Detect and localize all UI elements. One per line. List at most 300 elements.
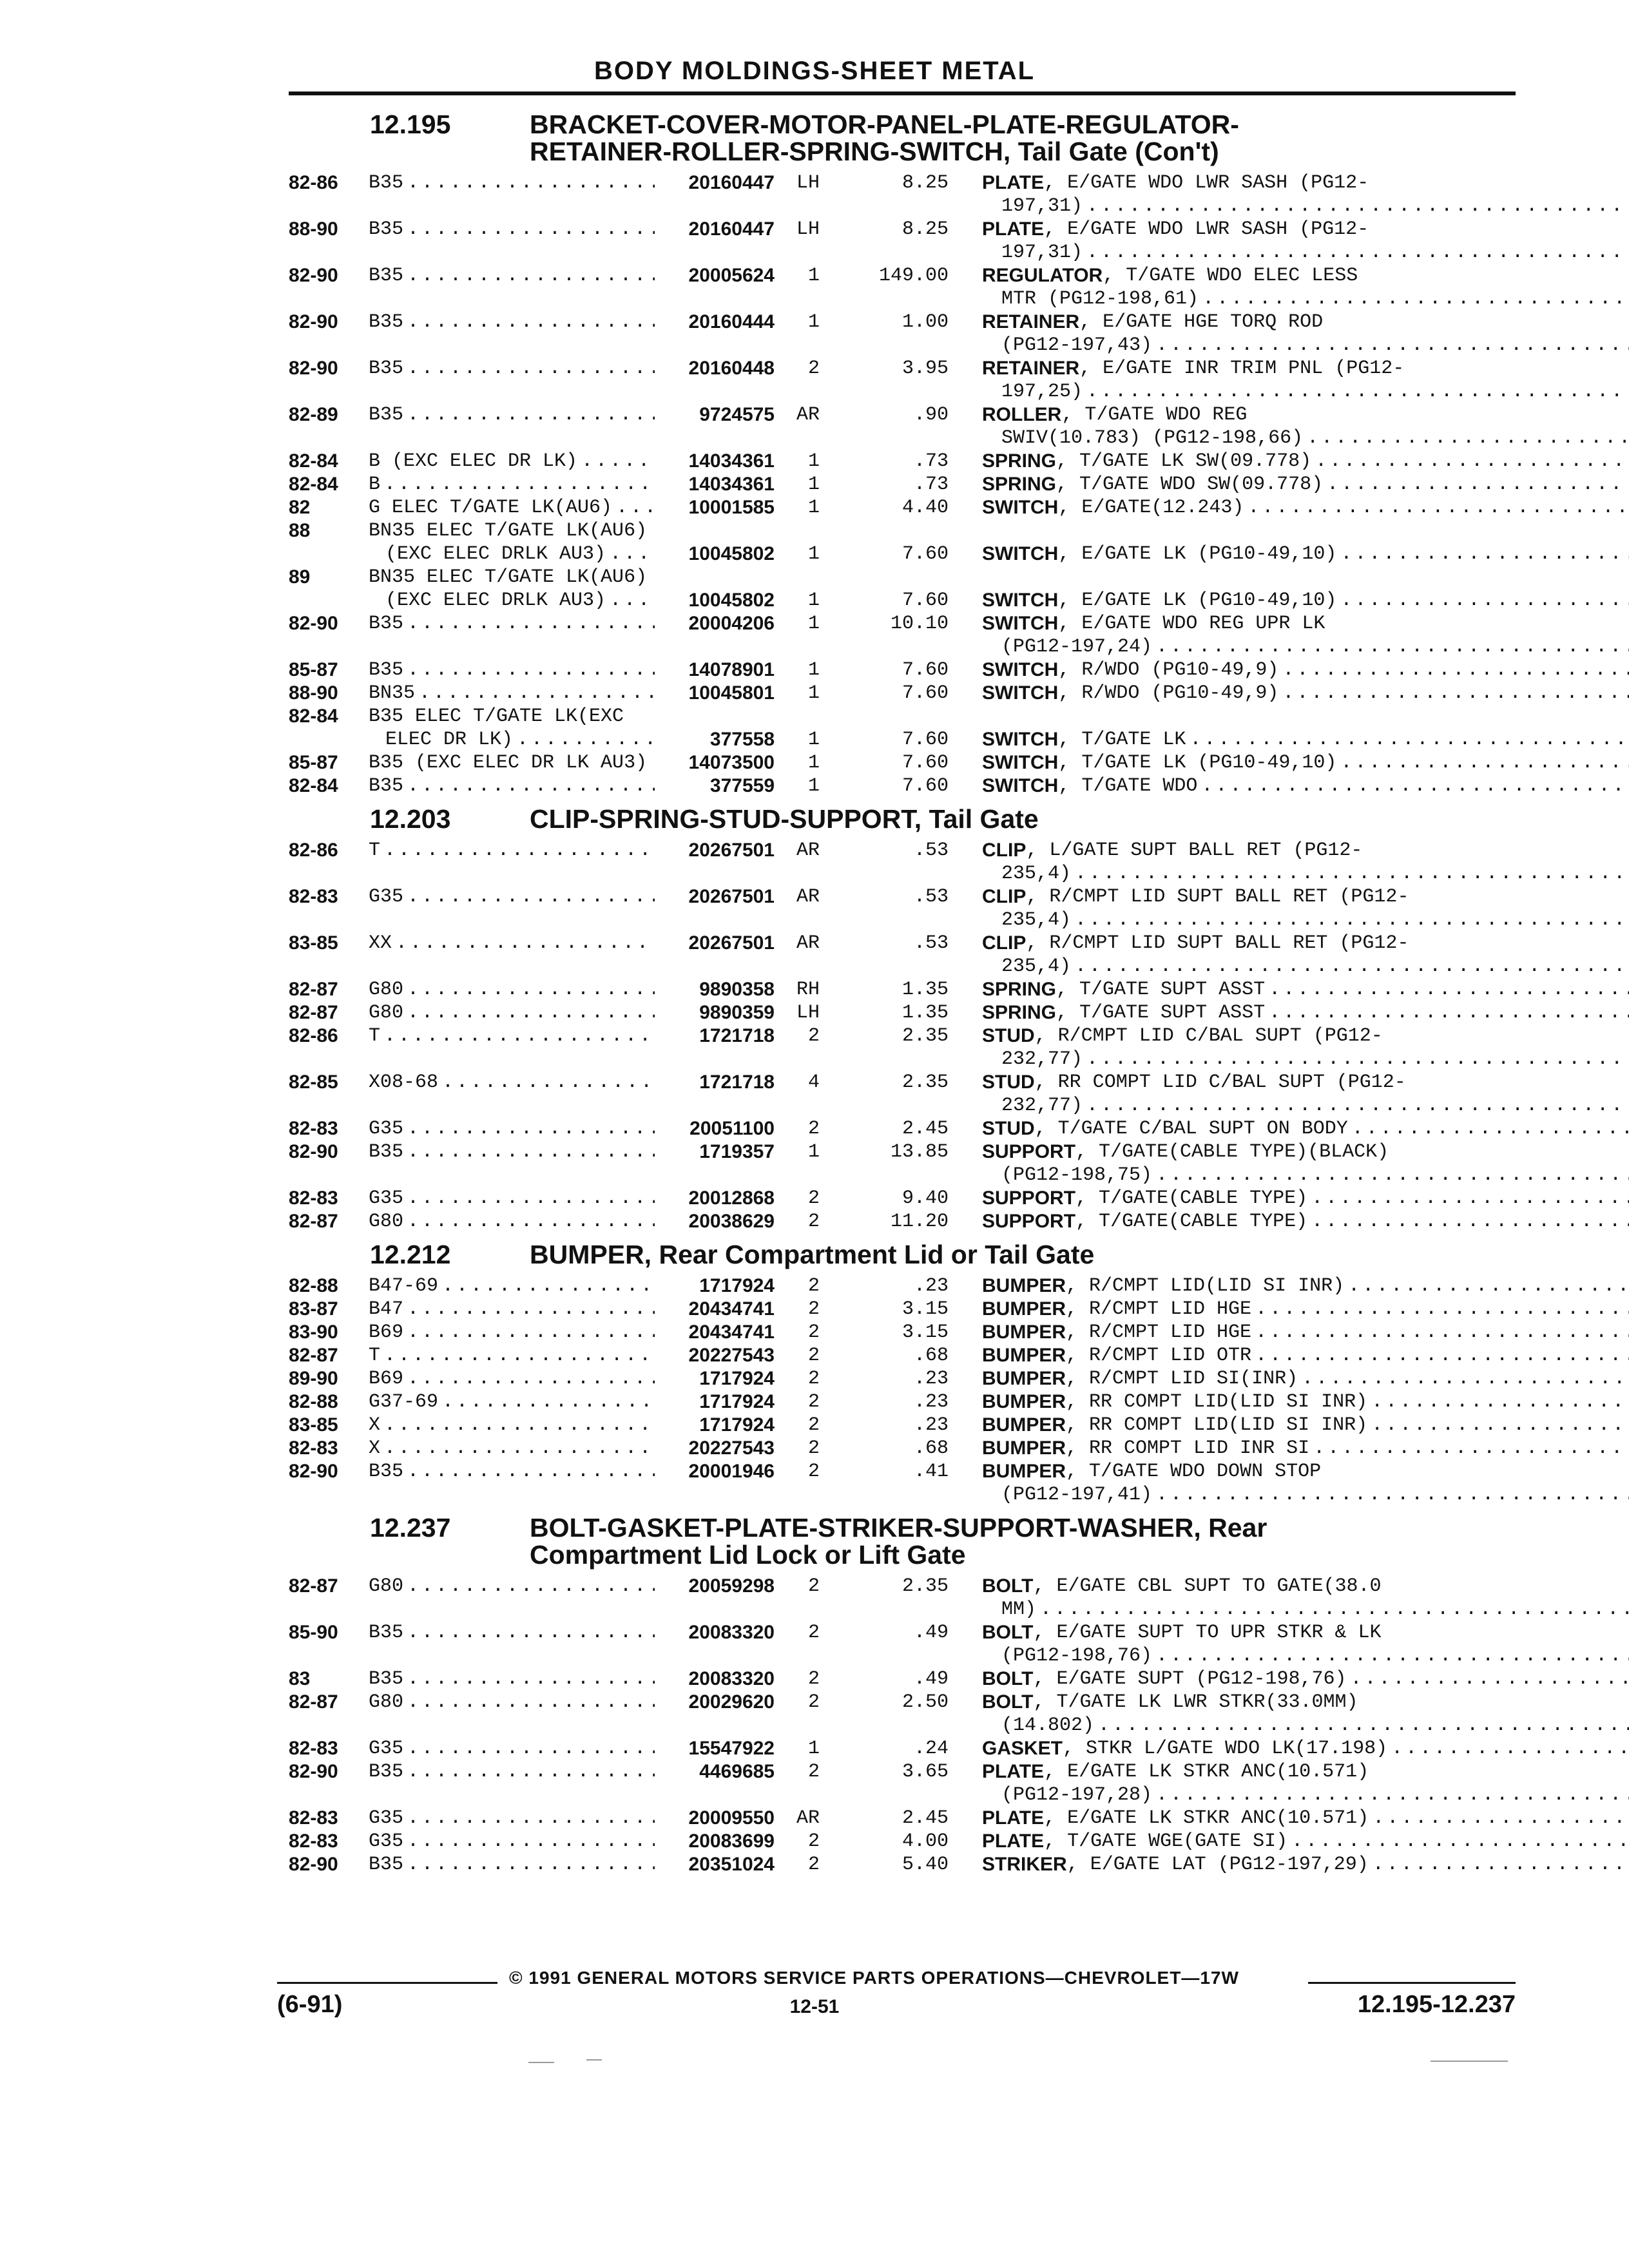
section-title-line: BRACKET-COVER-MOTOR-PANEL-PLATE-REGULATOR-	[530, 110, 1239, 139]
leader-dots	[1344, 1274, 1629, 1298]
quantity: 2	[807, 1461, 820, 1483]
leader-dots	[1347, 1667, 1629, 1691]
part-description	[949, 1117, 1629, 1140]
description-text: (PG12-197,28)	[1001, 1784, 1153, 1806]
quantity: 2	[807, 1275, 820, 1297]
model-line	[369, 1210, 655, 1233]
model-line	[369, 612, 655, 635]
model-text: G35	[369, 1187, 404, 1209]
description-line	[982, 218, 1629, 241]
part-description	[949, 1140, 1629, 1187]
description-text: , T/GATE WDO DOWN STOP	[1066, 1461, 1322, 1483]
part-number: 10045802	[688, 543, 775, 564]
leader-dots	[1244, 496, 1629, 519]
price: 2.50	[901, 1691, 949, 1713]
leader-dots	[513, 728, 655, 751]
part-row	[289, 1140, 1513, 1187]
description-text: (PG12-197,24)	[1001, 636, 1153, 658]
leader-dots	[1307, 1187, 1629, 1210]
model-application	[369, 1853, 655, 1876]
leader-dots	[403, 1853, 655, 1876]
description-text: , E/GATE SUPT (PG12-198,76)	[1033, 1668, 1347, 1690]
part-description	[949, 1367, 1629, 1390]
model-text: B35	[369, 1622, 404, 1644]
model-text: G37-69	[369, 1391, 439, 1413]
part-name: BUMPER	[982, 1391, 1066, 1412]
part-number: 1719357	[699, 1141, 775, 1162]
leader-dots	[438, 1274, 655, 1298]
quantity: 1	[807, 590, 820, 611]
model-text: G ELEC T/GATE LK(AU6)	[369, 497, 613, 519]
description-line	[982, 1414, 1629, 1437]
quantity: 1	[807, 474, 820, 495]
quantity: 2	[807, 1622, 820, 1644]
quantity: 2	[807, 1025, 820, 1047]
price: 7.60	[901, 682, 949, 704]
model-line	[369, 1760, 655, 1783]
part-name: PLATE	[982, 1807, 1045, 1829]
part-description	[949, 978, 1629, 1001]
model-application	[369, 1575, 655, 1598]
leader-dots	[438, 1390, 655, 1414]
leader-dots	[380, 1024, 655, 1048]
description-text: (PG12-198,75)	[1001, 1164, 1153, 1186]
part-description	[949, 1760, 1629, 1807]
leader-dots	[403, 357, 655, 380]
model-line	[369, 1437, 655, 1460]
description-line	[982, 885, 1629, 908]
description-line	[982, 955, 1629, 978]
description-line	[982, 380, 1629, 403]
part-description	[949, 1667, 1629, 1691]
quantity: LH	[796, 172, 820, 194]
description-text: , R/CMPT LID C/BAL SUPT (PG12-	[1034, 1025, 1383, 1047]
model-years: 82-90	[289, 311, 338, 332]
description-text: , T/GATE SUPT ASST	[1056, 1002, 1266, 1024]
description-line	[982, 195, 1629, 218]
model-application	[369, 519, 655, 566]
description-line	[982, 473, 1629, 496]
description-text: , T/GATE(CABLE TYPE)(BLACK)	[1075, 1141, 1389, 1163]
quantity: 1	[807, 311, 820, 333]
description-text: , T/GATE WDO ELEC LESS	[1103, 265, 1358, 287]
price: 2.35	[901, 1025, 949, 1047]
part-number: 1717924	[699, 1391, 775, 1412]
part-name: STUD	[982, 1072, 1035, 1093]
quantity: RH	[796, 979, 820, 1001]
model-line	[369, 218, 655, 241]
part-description	[949, 1390, 1629, 1414]
part-row	[289, 473, 1513, 496]
part-row	[289, 1691, 1513, 1737]
model-line	[369, 543, 655, 566]
description-line	[982, 1714, 1629, 1737]
model-years: 82-84	[289, 775, 338, 796]
description-text: , E/GATE WDO REG UPR LK	[1058, 613, 1325, 635]
model-application	[369, 1807, 655, 1830]
description-line	[982, 1094, 1629, 1117]
leader-dots	[1387, 1737, 1629, 1760]
model-text: G80	[369, 1002, 404, 1024]
leader-dots	[403, 1367, 655, 1390]
price: .23	[913, 1391, 949, 1413]
part-name: SWITCH	[982, 497, 1059, 518]
part-number: 20059298	[688, 1575, 775, 1597]
description-line	[982, 1644, 1629, 1667]
description-text: , E/GATE INR TRIM PNL (PG12-	[1079, 358, 1405, 380]
price: 8.25	[901, 218, 949, 240]
description-text: , R/CMPT LID SUPT BALL RET (PG12-	[1026, 886, 1409, 908]
quantity: 4	[807, 1072, 820, 1093]
part-row	[289, 705, 1513, 751]
description-text: , E/GATE SUPT TO UPR STKR & LK	[1033, 1622, 1382, 1644]
model-years: 85-87	[289, 659, 338, 680]
price: .68	[913, 1345, 949, 1367]
price: .49	[913, 1668, 949, 1690]
description-text: SWIV(10.783) (PG12-198,66)	[1001, 427, 1304, 449]
section-heading	[289, 1241, 1513, 1268]
leader-dots	[403, 1117, 655, 1140]
description-text: , RR COMPT LID(LID SI INR)	[1066, 1414, 1368, 1436]
leader-dots	[403, 1575, 655, 1598]
part-name: BUMPER	[982, 1368, 1066, 1389]
price: 7.60	[901, 729, 949, 751]
model-text: B35	[369, 218, 404, 240]
leader-dots	[1336, 543, 1629, 566]
model-line	[369, 658, 655, 682]
price: 1.35	[901, 1002, 949, 1024]
model-line	[369, 1460, 655, 1483]
part-row	[289, 1210, 1513, 1233]
price: .73	[913, 474, 949, 495]
price: 7.60	[901, 659, 949, 681]
description-line	[982, 1001, 1629, 1024]
part-row	[289, 1760, 1513, 1807]
description-line	[982, 1210, 1629, 1233]
quantity: 1	[807, 265, 820, 287]
quantity: 1	[807, 775, 820, 797]
model-years: 82-83	[289, 1437, 338, 1459]
leader-dots	[1083, 1048, 1629, 1071]
description-line	[982, 496, 1629, 519]
model-years: 82-83	[289, 1831, 338, 1852]
part-number: 20227543	[688, 1345, 775, 1366]
leader-dots	[1307, 1210, 1629, 1233]
quantity: 2	[807, 1668, 820, 1690]
description-text: 232,77)	[1001, 1095, 1083, 1117]
catalog-content	[289, 103, 1513, 1876]
price: 13.85	[890, 1141, 949, 1163]
description-text: , E/GATE WDO LWR SASH (PG12-	[1044, 218, 1369, 240]
description-text: 235,4)	[1001, 863, 1072, 885]
model-line	[369, 357, 655, 380]
leader-dots	[403, 612, 655, 635]
part-number: 20160448	[688, 358, 775, 379]
price: 3.15	[901, 1321, 949, 1343]
description-line	[982, 682, 1629, 705]
model-text: X	[369, 1437, 381, 1459]
description-line	[982, 589, 1629, 612]
leader-dots	[1309, 1437, 1629, 1460]
part-description	[949, 218, 1629, 264]
footer-rule-left	[277, 1982, 497, 1984]
model-application	[369, 932, 655, 955]
model-line	[369, 774, 655, 798]
part-name: BOLT	[982, 1575, 1034, 1597]
leader-dots	[1152, 1644, 1629, 1667]
model-text: (EXC ELEC DRLK AU3)	[385, 543, 606, 565]
part-name: PLATE	[982, 1831, 1045, 1852]
description-line	[982, 1117, 1629, 1140]
part-description	[949, 1274, 1629, 1298]
part-row	[289, 932, 1513, 978]
model-text: B (EXC ELEC DR LK)	[369, 450, 578, 472]
leader-dots	[403, 978, 655, 1001]
section-number: 12.212	[370, 1240, 451, 1269]
model-application	[369, 682, 655, 705]
price: 2.35	[901, 1575, 949, 1597]
price: .41	[913, 1461, 949, 1483]
model-line	[369, 682, 655, 705]
leader-dots	[1265, 978, 1629, 1001]
model-text: B47	[369, 1298, 404, 1320]
model-line	[369, 1071, 655, 1094]
leader-dots	[392, 932, 655, 955]
model-line	[369, 978, 655, 1001]
description-text: , T/GATE LK	[1058, 729, 1186, 751]
description-line	[982, 932, 1629, 955]
description-line	[982, 1437, 1629, 1460]
model-application	[369, 1667, 655, 1691]
model-application	[369, 1737, 655, 1760]
leader-dots	[1367, 1390, 1629, 1414]
model-years: 82-84	[289, 450, 338, 472]
price: 3.65	[901, 1761, 949, 1783]
description-text: , E/GATE LK STKR ANC(10.571)	[1044, 1807, 1369, 1829]
description-line	[982, 334, 1629, 357]
price: .24	[913, 1738, 949, 1760]
model-application	[369, 1437, 655, 1460]
price: 10.10	[890, 613, 949, 635]
part-row	[289, 978, 1513, 1001]
page-header: BODY MOLDINGS-SHEET METAL	[593, 57, 1036, 85]
footer-page-number: 12-51	[789, 1996, 840, 2017]
scan-speck	[1431, 2061, 1508, 2062]
description-line	[982, 1853, 1629, 1876]
part-row	[289, 1298, 1513, 1321]
model-years: 82-90	[289, 613, 338, 634]
part-description	[949, 1460, 1629, 1506]
model-line	[369, 1807, 655, 1830]
quantity: LH	[796, 218, 820, 240]
model-application	[369, 566, 655, 612]
part-description	[949, 932, 1629, 978]
model-text: B35	[369, 1854, 404, 1876]
model-text: XX	[369, 932, 392, 954]
part-name: PLATE	[982, 218, 1045, 240]
price: 149.00	[878, 265, 949, 287]
quantity: 1	[807, 729, 820, 751]
model-years: 82-86	[289, 1025, 338, 1046]
part-row	[289, 1321, 1513, 1344]
leader-dots	[1071, 862, 1629, 885]
quantity: 2	[807, 1187, 820, 1209]
part-description	[949, 311, 1629, 357]
model-text: G35	[369, 1738, 404, 1760]
model-text: B35	[369, 1461, 404, 1483]
part-row	[289, 658, 1513, 682]
model-line	[369, 728, 655, 751]
quantity: 2	[807, 1437, 820, 1459]
model-application	[369, 311, 655, 334]
part-description	[949, 1621, 1629, 1667]
leader-dots	[1197, 774, 1629, 798]
footer-copyright: © 1991 GENERAL MOTORS SERVICE PARTS OPERATIONS—CHEVROLET—17W	[509, 1968, 1239, 1988]
model-application	[369, 1691, 655, 1714]
model-line	[369, 1691, 655, 1714]
model-application	[369, 1187, 655, 1210]
leader-dots	[612, 496, 655, 519]
part-description	[949, 774, 1629, 798]
leader-dots	[403, 1001, 655, 1024]
part-number: 4469685	[699, 1761, 775, 1782]
description-line	[982, 1367, 1629, 1390]
part-row	[289, 519, 1513, 566]
part-number: 14034361	[688, 450, 775, 472]
part-number: 20005624	[688, 265, 775, 286]
model-years: 82-86	[289, 840, 338, 861]
part-name: PLATE	[982, 172, 1045, 193]
model-line	[369, 264, 655, 287]
description-line	[982, 171, 1629, 195]
part-description	[949, 1321, 1629, 1344]
leader-dots	[403, 1460, 655, 1483]
part-number: 10001585	[688, 497, 775, 518]
part-description	[949, 658, 1629, 682]
leader-dots	[647, 751, 655, 774]
model-application	[369, 1321, 655, 1344]
leader-dots	[403, 1210, 655, 1233]
leader-dots	[403, 218, 655, 241]
model-text: B35 ELEC T/GATE LK(EXC	[369, 706, 624, 727]
description-line	[982, 1598, 1629, 1621]
leader-dots	[380, 473, 655, 496]
model-line	[369, 751, 655, 774]
model-years: 82-85	[289, 1072, 338, 1093]
part-number: 20434741	[688, 1298, 775, 1320]
price: .53	[913, 886, 949, 908]
leader-dots	[1336, 751, 1629, 774]
model-application	[369, 496, 655, 519]
description-text: , RR COMPT LID C/BAL SUPT (PG12-	[1034, 1072, 1406, 1093]
model-text: B35	[369, 613, 404, 635]
leader-dots	[403, 658, 655, 682]
leader-dots	[1152, 1483, 1629, 1506]
section-title	[530, 1241, 1513, 1268]
part-description	[949, 1414, 1629, 1437]
description-text: , R/WDO (PG10-49,9)	[1058, 659, 1279, 681]
price: .23	[913, 1275, 949, 1297]
model-years: 82-90	[289, 1854, 338, 1875]
leader-dots	[1152, 334, 1629, 357]
model-text: X08-68	[369, 1072, 439, 1093]
section-heading	[289, 1514, 1513, 1568]
leader-dots	[1367, 1414, 1629, 1437]
part-number: 20038629	[688, 1211, 775, 1232]
leader-dots	[1369, 1807, 1629, 1830]
leader-dots	[1336, 589, 1629, 612]
part-number: 9724575	[699, 404, 775, 425]
part-number: 10045801	[688, 682, 775, 704]
part-row	[289, 1853, 1513, 1876]
part-name: STUD	[982, 1025, 1035, 1046]
model-line	[369, 1274, 655, 1298]
part-number: 14073500	[688, 752, 775, 773]
part-description	[949, 839, 1629, 885]
price: 11.20	[890, 1211, 949, 1233]
part-description	[949, 1691, 1629, 1737]
quantity: 1	[807, 1141, 820, 1163]
model-text: B35	[369, 404, 404, 426]
model-years: 83	[289, 1668, 311, 1689]
part-number: 1721718	[699, 1025, 775, 1046]
description-line	[982, 862, 1629, 885]
model-years: 89	[289, 566, 311, 588]
leader-dots	[1348, 1117, 1629, 1140]
part-row	[289, 1575, 1513, 1621]
model-text: B35	[369, 1141, 404, 1163]
price: 7.60	[901, 752, 949, 774]
section-title-line: Compartment Lid Lock or Lift Gate	[530, 1540, 966, 1570]
quantity: 2	[807, 1321, 820, 1343]
part-name: GASKET	[982, 1738, 1063, 1759]
description-text: MM)	[1001, 1599, 1037, 1620]
leader-dots	[1278, 658, 1629, 682]
part-name: BUMPER	[982, 1414, 1066, 1436]
part-name: SUPPORT	[982, 1187, 1076, 1209]
model-years: 82-87	[289, 979, 338, 1000]
quantity: 2	[807, 1854, 820, 1876]
part-number: 20267501	[688, 886, 775, 907]
leader-dots	[1265, 1001, 1629, 1024]
description-line	[982, 1024, 1629, 1048]
model-text: G80	[369, 979, 404, 1001]
price: 3.95	[901, 358, 949, 380]
price: .90	[913, 404, 949, 426]
model-years: 83-87	[289, 1298, 338, 1320]
part-description	[949, 1575, 1629, 1621]
quantity: AR	[796, 1807, 820, 1829]
leader-dots	[1186, 728, 1629, 751]
model-line	[369, 1853, 655, 1876]
part-description	[949, 1853, 1629, 1876]
section-title-line: CLIP-SPRING-STUD-SUPPORT, Tail Gate	[530, 804, 1039, 834]
part-name: SUPPORT	[982, 1211, 1076, 1232]
part-name: ROLLER	[982, 404, 1062, 425]
part-row	[289, 1024, 1513, 1071]
model-years: 82-88	[289, 1391, 338, 1412]
model-line	[369, 839, 655, 862]
model-years: 82-87	[289, 1002, 338, 1023]
model-text: B69	[369, 1368, 404, 1390]
quantity: 2	[807, 1691, 820, 1713]
model-text: (EXC ELEC DRLK AU3)	[385, 590, 606, 611]
footer-range: 12.195-12.237	[1357, 1991, 1516, 2018]
part-name: CLIP	[982, 932, 1027, 954]
part-number: 1721718	[699, 1072, 775, 1093]
description-text: , T/GATE WDO SW(09.778)	[1056, 474, 1324, 495]
scan-speck	[528, 2062, 554, 2063]
